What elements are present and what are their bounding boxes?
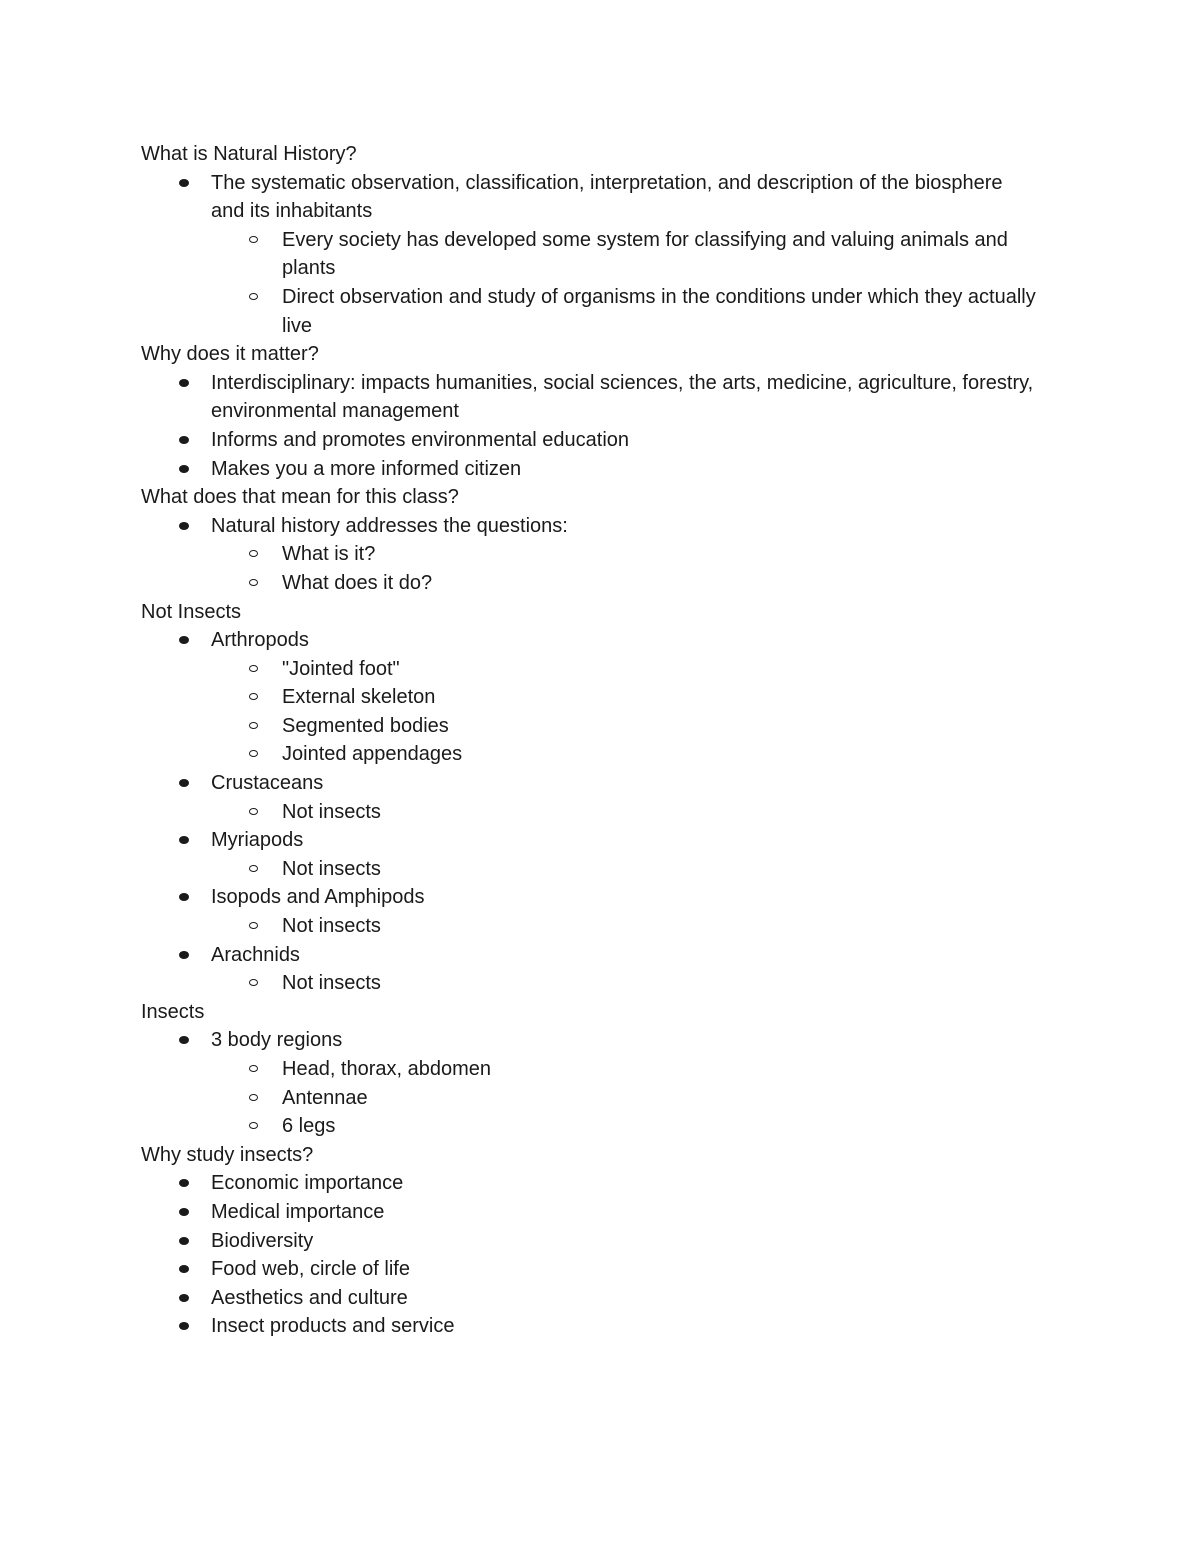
list-item-text: Arthropods	[211, 629, 309, 652]
section-what-is-natural-history	[141, 140, 1041, 340]
list-item	[141, 369, 1041, 426]
hollow-bullet-icon	[249, 722, 258, 729]
list-item	[141, 1198, 1041, 1227]
bullet-list	[141, 169, 1041, 341]
section-heading: What is Natural History?	[141, 143, 357, 165]
filled-bullet-icon	[179, 1294, 189, 1302]
sub-bullet-list	[211, 969, 1041, 998]
section-heading: Why study insects?	[141, 1143, 314, 1166]
list-item	[141, 169, 1041, 341]
sub-list-item	[211, 1112, 1041, 1141]
sub-list-item-text: "Jointed foot"	[282, 657, 400, 680]
filled-bullet-icon	[179, 379, 189, 387]
list-item-text: Aesthetics and culture	[211, 1286, 408, 1309]
hollow-bullet-icon	[249, 979, 258, 986]
list-item	[141, 1312, 1041, 1341]
list-item-text: Food web, circle of life	[211, 1258, 410, 1281]
list-item-text: Informs and promotes environmental education	[211, 428, 630, 451]
document-body	[141, 140, 1041, 1341]
sub-list-item	[211, 283, 1041, 340]
list-item-text: Crustaceans	[211, 772, 324, 795]
section-what-does-that-mean-for-this-class	[141, 483, 1041, 597]
sub-bullet-list	[211, 855, 1041, 884]
sub-list-item	[211, 569, 1041, 598]
bullet-list	[141, 369, 1041, 483]
hollow-bullet-icon	[249, 1122, 258, 1129]
sub-list-item-text: Every society has developed some system for classifying and valuing animals and plants	[282, 228, 1008, 280]
bullet-list	[141, 1026, 1041, 1140]
hollow-bullet-icon	[249, 865, 258, 872]
sub-bullet-list	[211, 540, 1041, 597]
section-heading: Why does it matter?	[141, 343, 319, 366]
sub-bullet-list	[211, 1055, 1041, 1141]
sub-list-item	[211, 1084, 1041, 1113]
hollow-bullet-icon	[249, 922, 258, 929]
list-item-text: Isopods and Amphipods	[211, 886, 425, 909]
sub-bullet-list	[211, 798, 1041, 827]
sub-list-item	[211, 969, 1041, 998]
sub-list-item-text: 6 legs	[282, 1115, 336, 1138]
sub-bullet-list	[211, 912, 1041, 941]
list-item-text: Interdisciplinary: impacts humanities, social sciences, the arts, medicine, agriculture, forestry, environmental management	[211, 371, 1034, 423]
filled-bullet-icon	[179, 636, 189, 644]
list-item	[141, 1227, 1041, 1256]
hollow-bullet-icon	[249, 236, 258, 243]
list-item	[141, 1255, 1041, 1284]
sub-list-item-text: Not insects	[282, 800, 381, 823]
sub-list-item	[211, 540, 1041, 569]
list-item	[141, 455, 1041, 484]
list-item	[141, 769, 1041, 826]
hollow-bullet-icon	[249, 550, 258, 557]
sub-bullet-list	[211, 226, 1041, 340]
filled-bullet-icon	[179, 179, 189, 187]
filled-bullet-icon	[179, 951, 189, 959]
sub-list-item	[211, 740, 1041, 769]
sub-list-item	[211, 912, 1041, 941]
sub-list-item	[211, 712, 1041, 741]
sub-list-item-text: Antennae	[282, 1086, 368, 1109]
filled-bullet-icon	[179, 1265, 189, 1273]
sub-list-item	[211, 855, 1041, 884]
section-why-does-it-matter	[141, 340, 1041, 483]
list-item-text: Medical importance	[211, 1200, 385, 1223]
bullet-list	[141, 1169, 1041, 1341]
list-item-text: Myriapods	[211, 829, 304, 852]
list-item	[141, 826, 1041, 883]
list-item-text: Natural history addresses the questions:	[211, 514, 568, 537]
sub-list-item	[211, 655, 1041, 684]
list-item	[141, 426, 1041, 455]
hollow-bullet-icon	[249, 693, 258, 700]
section-not-insects	[141, 598, 1041, 998]
filled-bullet-icon	[179, 836, 189, 844]
sub-list-item	[211, 798, 1041, 827]
filled-bullet-icon	[179, 1322, 189, 1330]
filled-bullet-icon	[179, 522, 189, 530]
sub-list-item-text: What is it?	[282, 543, 376, 566]
bullet-list	[141, 512, 1041, 598]
sub-list-item	[211, 683, 1041, 712]
hollow-bullet-icon	[249, 1094, 258, 1101]
list-item-text: Economic importance	[211, 1172, 404, 1195]
sub-list-item-text: Jointed appendages	[282, 743, 463, 766]
hollow-bullet-icon	[249, 750, 258, 757]
section-insects	[141, 998, 1041, 1141]
sub-list-item-text: Not insects	[282, 857, 381, 880]
filled-bullet-icon	[179, 1036, 189, 1044]
list-item-text: Biodiversity	[211, 1229, 314, 1252]
filled-bullet-icon	[179, 1208, 189, 1216]
list-item	[141, 1026, 1041, 1140]
filled-bullet-icon	[179, 893, 189, 901]
sub-list-item-text: Segmented bodies	[282, 714, 449, 737]
section-why-study-insects	[141, 1141, 1041, 1341]
list-item-text: Arachnids	[211, 943, 300, 966]
list-item	[141, 512, 1041, 598]
list-item	[141, 1284, 1041, 1313]
sub-list-item-text: What does it do?	[282, 571, 433, 594]
filled-bullet-icon	[179, 779, 189, 787]
hollow-bullet-icon	[249, 293, 258, 300]
sub-list-item-text: Not insects	[282, 972, 381, 995]
sub-list-item-text: Not insects	[282, 915, 381, 938]
section-heading: Not Insects	[141, 600, 242, 623]
hollow-bullet-icon	[249, 808, 258, 815]
section-heading: Insects	[141, 1000, 205, 1023]
list-item-text: Insect products and service	[211, 1315, 455, 1338]
filled-bullet-icon	[179, 436, 189, 444]
filled-bullet-icon	[179, 1237, 189, 1245]
sub-bullet-list	[211, 655, 1041, 769]
bullet-list	[141, 626, 1041, 998]
sub-list-item-text: Head, thorax, abdomen	[282, 1058, 492, 1080]
list-item	[141, 626, 1041, 769]
hollow-bullet-icon	[249, 1065, 258, 1072]
filled-bullet-icon	[179, 465, 189, 473]
sub-list-item	[211, 226, 1041, 283]
list-item-text: Makes you a more informed citizen	[211, 457, 522, 480]
list-item-text: 3 body regions	[211, 1029, 343, 1052]
list-item-text: The systematic observation, classification, interpretation, and description of the biosphere and its inhabitants	[211, 171, 1003, 223]
sub-list-item-text: Direct observation and study of organisms in the conditions under which they actually live	[282, 285, 1036, 337]
filled-bullet-icon	[179, 1179, 189, 1187]
section-heading: What does that mean for this class?	[141, 486, 459, 509]
sub-list-item-text: External skeleton	[282, 686, 436, 709]
sub-list-item	[211, 1055, 1041, 1084]
hollow-bullet-icon	[249, 579, 258, 586]
list-item	[141, 1169, 1041, 1198]
hollow-bullet-icon	[249, 665, 258, 672]
list-item	[141, 883, 1041, 940]
list-item	[141, 941, 1041, 998]
